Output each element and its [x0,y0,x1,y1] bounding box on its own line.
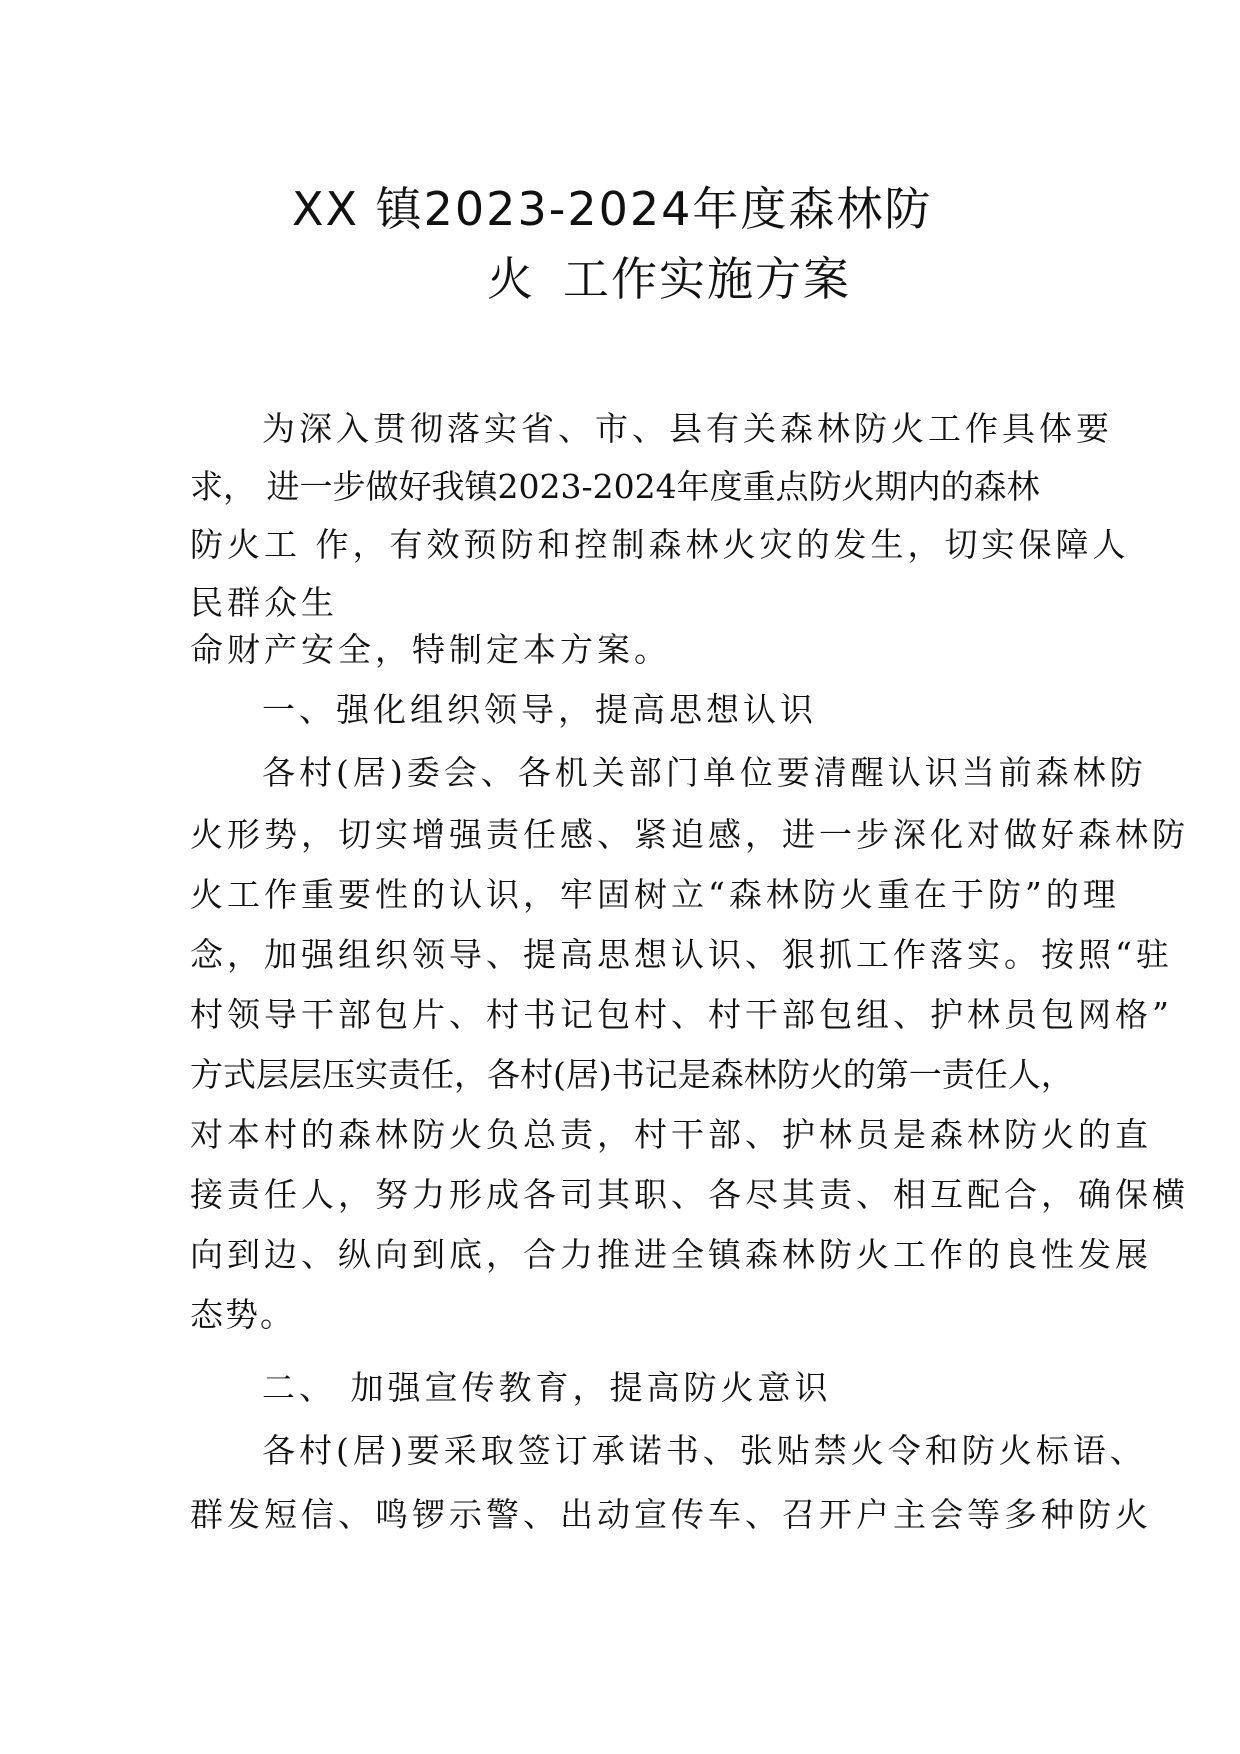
intro-line: 命财产安全，特制定本方案。 [190,630,671,669]
title-fragment-plan: 工作实施方案 [563,252,851,306]
intro-line: 民群众生 [190,583,338,622]
body-line: 火形势，切实增强责任感、紧迫感，进一步深化对做好森林防 [190,815,1189,854]
body-line: 向到边、纵向到底，合力推进全镇森林防火工作的良性发展 [190,1235,1152,1274]
body-line: 对本村的森林防火负总责，村干部、护林员是森林防火的直 [190,1115,1152,1154]
intro-line: 求， 进一步做好我镇2023-2024年度重点防火期内的森林 [190,467,1040,506]
body-line: 各村(居)委会、各机关部门单位要清醒认识当前森林防 [262,753,1147,792]
body-line: 方式层层压实责任，各村(居)书记是森林防火的第一责任人， [190,1055,1074,1094]
document-title-line-1: XX 镇2023-2024年度森林防 [292,182,933,236]
body-line: 各村(居)要采取签订承诺书、张贴禁火令和防火标语、 [262,1431,1147,1470]
intro-line: 为深入贯彻落实省、市、县有关森林防火工作具体要 [262,409,1113,448]
body-line: 接责任人，努力形成各司其职、各尽其责、相互配合，确保横 [190,1175,1189,1214]
body-line: 态势。 [190,1295,295,1334]
body-line: 念，加强组织领导、提高思想认识、狠抓工作落实。按照“驻 [190,935,1173,974]
section-heading: 二、 加强宣传教育，提高防火意识 [262,1368,832,1407]
body-line: 火工作重要性的认识，牢固树立“森林防火重在于防”的理 [190,875,1120,914]
body-line: 村领导干部包片、村书记包村、村干部包组、护林员包网格” [190,995,1173,1034]
title-fragment-fire: 火 [487,252,535,306]
section-heading: 一、强化组织领导，提高思想认识 [262,690,817,729]
document-title-line-2 [487,252,851,306]
intro-line: 防火工 作，有效预防和控制森林火灾的发生，切实保障人 [190,525,1130,564]
body-line: 群发短信、鸣锣示警、出动宣传车、召开户主会等多种防火 [190,1495,1152,1534]
